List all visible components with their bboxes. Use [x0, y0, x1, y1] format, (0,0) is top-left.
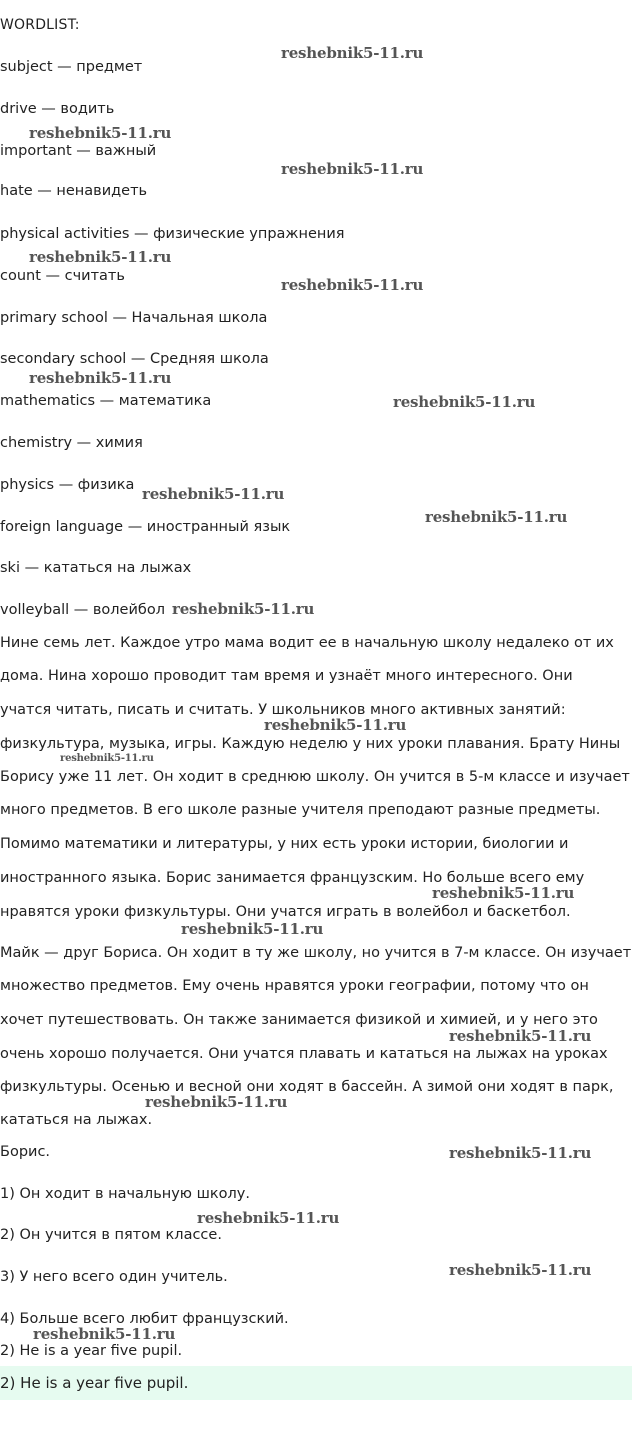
wordlist-item: mathematics — математика	[0, 393, 212, 409]
watermark: reshebnik5-11.ru	[145, 1093, 288, 1111]
watermark: reshebnik5-11.ru	[449, 1027, 592, 1045]
watermark: reshebnik5-11.ru	[172, 600, 315, 618]
wordlist-item: important — важный	[0, 143, 157, 159]
text-line: Нине семь лет. Каждое утро мама водит ее в начальную школу недалеко от их	[0, 635, 614, 651]
wordlist-item: physics — физика	[0, 477, 135, 493]
option-item: 3) У него всего один учитель.	[0, 1269, 228, 1285]
wordlist-item: physical activities — физические упражнения	[0, 226, 345, 242]
text-line: много предметов. В его школе разные учителя преподают разные предметы.	[0, 802, 601, 818]
watermark: reshebnik5-11.ru	[393, 393, 536, 411]
watermark: reshebnik5-11.ru	[142, 485, 285, 503]
watermark: reshebnik5-11.ru	[60, 753, 154, 764]
text-line: кататься на лыжах.	[0, 1112, 153, 1128]
text-line: физкультура, музыка, игры. Каждую неделю у них уроки плавания. Брату Нины	[0, 736, 621, 752]
wordlist-item: primary school — Начальная школа	[0, 310, 268, 326]
text-line: Борису уже 11 лет. Он ходит в среднюю школу. Он учится в 5-м классе и изучает	[0, 769, 630, 785]
wordlist-item: hate — ненавидеть	[0, 183, 148, 199]
wordlist-item: secondary school — Средняя школа	[0, 351, 269, 367]
text-line: иностранного языка. Борис занимается французским. Но больше всего ему	[0, 870, 585, 886]
wordlist-item: chemistry — химия	[0, 435, 143, 451]
text-line: хочет путешествовать. Он также занимается физикой и химией, и у него это	[0, 1012, 598, 1028]
watermark: reshebnik5-11.ru	[449, 1261, 592, 1279]
watermark: reshebnik5-11.ru	[181, 920, 324, 938]
answer-box	[0, 1366, 632, 1400]
answer-box-text: 2) He is a year five pupil.	[0, 1374, 189, 1392]
watermark: reshebnik5-11.ru	[432, 884, 575, 902]
watermark: reshebnik5-11.ru	[425, 508, 568, 526]
text-line: учатся читать, писать и считать. У школьников много активных занятий:	[0, 702, 566, 718]
watermark: reshebnik5-11.ru	[33, 1325, 176, 1343]
watermark: reshebnik5-11.ru	[29, 248, 172, 266]
answer-line: 2) He is a year five pupil.	[0, 1343, 183, 1359]
text-line: множество предметов. Ему очень нравятся уроки географии, потому что он	[0, 978, 589, 994]
watermark: reshebnik5-11.ru	[281, 276, 424, 294]
text-line: дома. Нина хорошо проводит там время и узнаёт много интересного. Они	[0, 668, 573, 684]
text-line: Майк — друг Бориса. Он ходит в ту же школу, но учится в 7-м классе. Он изучает	[0, 945, 632, 961]
wordlist-item: subject — предмет	[0, 59, 143, 75]
watermark: reshebnik5-11.ru	[281, 44, 424, 62]
title: WORDLIST:	[0, 17, 80, 33]
text-line: нравятся уроки физкультуры. Они учатся играть в волейбол и баскетбол.	[0, 904, 571, 920]
watermark: reshebnik5-11.ru	[197, 1209, 340, 1227]
watermark: reshebnik5-11.ru	[281, 160, 424, 178]
text-line: физкультуры. Осенью и весной они ходят в бассейн. А зимой они ходят в парк,	[0, 1079, 614, 1095]
watermark: reshebnik5-11.ru	[449, 1144, 592, 1162]
wordlist-item: drive — водить	[0, 101, 115, 117]
wordlist-item: volleyball — волейбол	[0, 602, 165, 618]
option-item: 4) Больше всего любит французский.	[0, 1311, 289, 1327]
text-line: очень хорошо получается. Они учатся плавать и кататься на лыжах на уроках	[0, 1046, 608, 1062]
wordlist-item: foreign language — иностранный язык	[0, 519, 291, 535]
watermark: reshebnik5-11.ru	[264, 716, 407, 734]
wordlist-item: count — считать	[0, 268, 125, 284]
text-line: Помимо математики и литературы, у них есть уроки истории, биологии и	[0, 836, 569, 852]
watermark: reshebnik5-11.ru	[29, 369, 172, 387]
wordlist-item: ski — кататься на лыжах	[0, 560, 192, 576]
option-item: 1) Он ходит в начальную школу.	[0, 1186, 250, 1202]
watermark: reshebnik5-11.ru	[29, 124, 172, 142]
option-item: 2) Он учится в пятом классе.	[0, 1227, 222, 1243]
question-subject: Борис.	[0, 1144, 51, 1160]
